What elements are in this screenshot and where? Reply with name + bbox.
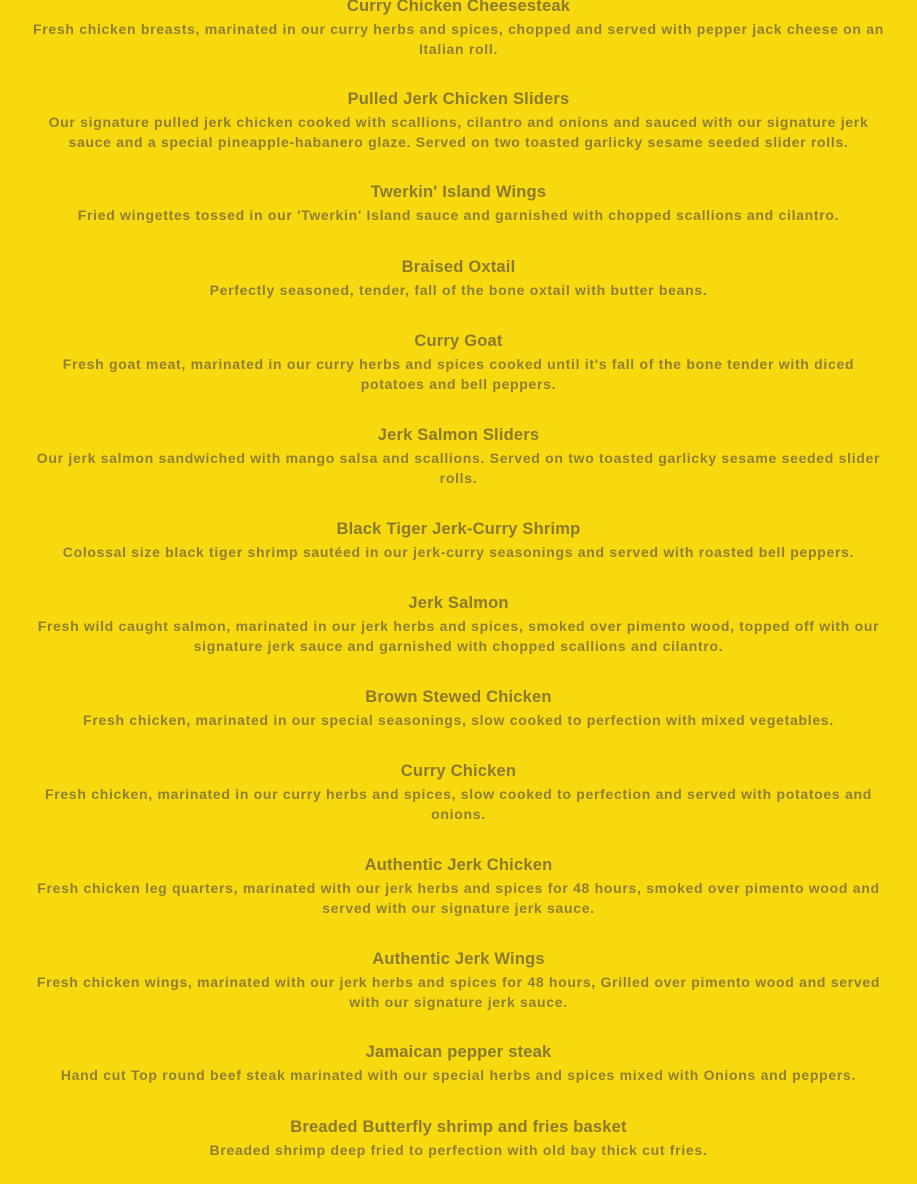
menu-item-title: Authentic Jerk Chicken: [364, 856, 553, 874]
menu-item-breaded-butterfly-shrimp-basket: [0, 1117, 917, 1161]
menu-item-description: Colossal size black tiger shrimp sautéed in our jerk-curry seasonings and served with roasted bell peppers.: [62, 544, 855, 560]
menu-item-description: Our signature pulled jerk chicken cooked with scallions, cilantro and onions and sauced with our signature jerk sauce and a special pineapple-habanero glaze. Served on two toasted garlicky sesame seeded slider rolls.: [48, 114, 869, 150]
menu-item-jerk-salmon-sliders: [0, 425, 917, 488]
menu-item-curry-chicken: [0, 761, 917, 824]
menu-item-title: Authentic Jerk Wings: [372, 950, 545, 968]
menu-item-title: Pulled Jerk Chicken Sliders: [347, 90, 570, 108]
menu-item-description: Fresh chicken leg quarters, marinated with our jerk herbs and spices for 48 hours, smoked over pimento wood and served with our signature jerk sauce.: [37, 880, 880, 916]
menu-item-title: Curry Goat: [414, 332, 503, 350]
menu-item-jerk-salmon: [0, 593, 917, 656]
menu-item-title: Black Tiger Jerk-Curry Shrimp: [336, 520, 581, 538]
menu-item-description: Our jerk salmon sandwiched with mango salsa and scallions. Served on two toasted garlicky sesame seeded slider rolls.: [36, 450, 881, 486]
menu-item-authentic-jerk-wings: [0, 949, 917, 1012]
menu-item-title: Curry Chicken Cheesesteak: [346, 0, 571, 15]
menu-item-description: Perfectly seasoned, tender, fall of the bone oxtail with butter beans.: [209, 282, 708, 298]
menu-item-black-tiger-jerk-curry-shrimp: [0, 519, 917, 563]
menu-item-description: Fresh chicken, marinated in our curry herbs and spices, slow cooked to perfection and served with potatoes and onions.: [45, 786, 872, 822]
menu-item-title: Jerk Salmon: [408, 594, 509, 612]
menu-item-curry-goat: [0, 331, 917, 394]
menu-item-jamaican-pepper-steak: [0, 1042, 917, 1086]
menu-item-pulled-jerk-chicken-sliders: [0, 89, 917, 152]
menu-item-description: Fried wingettes tossed in our 'Twerkin' Island sauce and garnished with chopped scallions and cilantro.: [77, 207, 840, 223]
menu-item-authentic-jerk-chicken: [0, 855, 917, 918]
menu-item-description: Fresh chicken breasts, marinated in our curry herbs and spices, chopped and served with pepper jack cheese on an Italian roll.: [33, 21, 884, 57]
menu-item-title: Brown Stewed Chicken: [365, 688, 552, 706]
menu-item-description: Fresh wild caught salmon, marinated in our jerk herbs and spices, smoked over pimento wood, topped off with our signature jerk sauce and garnished with chopped scallions and cilantro.: [37, 618, 880, 654]
menu-item-description: Fresh chicken, marinated in our special seasonings, slow cooked to perfection with mixed vegetables.: [83, 712, 834, 728]
menu-item-description: Breaded shrimp deep fried to perfection with old bay thick cut fries.: [209, 1142, 708, 1158]
menu-item-braised-oxtail: [0, 257, 917, 301]
menu-item-description: Fresh chicken wings, marinated with our jerk herbs and spices for 48 hours, Grilled over pimento wood and served with our signature jerk sauce.: [36, 974, 881, 1010]
menu-item-description: Fresh goat meat, marinated in our curry herbs and spices cooked until it's fall of the bone tender with diced potatoes and bell peppers.: [62, 356, 855, 392]
menu-item-description: Hand cut Top round beef steak marinated with our special herbs and spices mixed with Onions and peppers.: [60, 1067, 857, 1083]
menu-item-curry-chicken-cheesesteak: [0, 0, 917, 59]
menu-item-title: Jamaican pepper steak: [365, 1043, 552, 1061]
menu-item-title: Breaded Butterfly shrimp and fries basket: [290, 1118, 627, 1136]
menu-item-title: Braised Oxtail: [401, 258, 516, 276]
menu-item-twerkin-island-wings: [0, 182, 917, 226]
menu-item-title: Curry Chicken: [400, 762, 517, 780]
menu-item-brown-stewed-chicken: [0, 687, 917, 731]
menu-item-title: Jerk Salmon Sliders: [377, 426, 540, 444]
menu-item-title: Twerkin' Island Wings: [370, 183, 547, 201]
